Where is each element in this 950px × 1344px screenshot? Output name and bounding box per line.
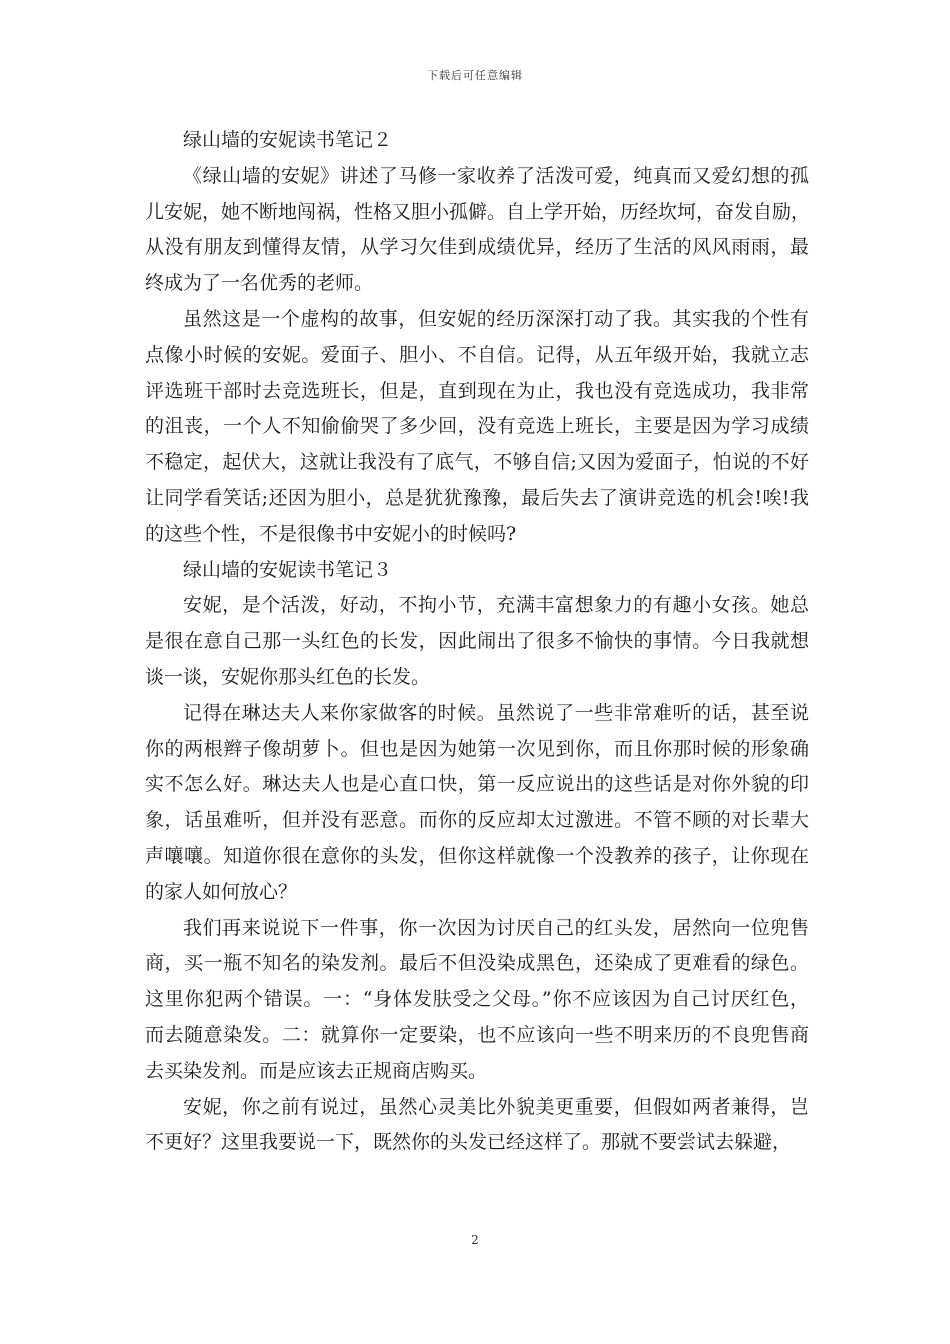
page-number: 2	[471, 1233, 479, 1247]
page-header: 下载后可任意编辑	[427, 69, 523, 82]
paragraph-line: 声嚷嚷。知道你很在意你的头发，但你这样就像一个没教养的孩子，让你现在	[145, 844, 809, 867]
paragraph-line: 的这些个性，不是很像书中安妮小的时候吗?	[145, 522, 517, 545]
paragraph-line: 谈一谈，安妮你那头红色的长发。	[145, 665, 431, 688]
paragraph-line: 儿安妮，她不断地闯祸，性格又胆小孤僻。自上学开始，历经坎坷，奋发自励，	[145, 200, 811, 223]
paragraph-line: 《绿山墙的安妮》讲述了马修一家收养了活泼可爱，纯真而又爱幻想的孤	[183, 164, 809, 187]
section-heading: 绿山墙的安妮读书笔记２	[183, 129, 393, 151]
paragraph-line: 让同学看笑话;还因为胆小，总是犹犹豫豫，最后失去了演讲竞选的机会!唉!我	[145, 486, 809, 509]
paragraph-line: 记得在琳达夫人来你家做客的时候。虽然说了一些非常难听的话，甚至说	[183, 701, 809, 724]
paragraph-line: 终成为了一名优秀的老师。	[145, 272, 374, 295]
paragraph-line: 从没有朋友到懂得友情，从学习欠佳到成绩优异，经历了生活的风风雨雨，最	[145, 236, 809, 259]
paragraph-line: 商，买一瓶不知名的染发剂。最后不但没染成黑色，还染成了更难看的绿色。	[145, 952, 809, 975]
paragraph-line: 安妮，你之前有说过，虽然心灵美比外貌美更重要，但假如两者兼得，岂	[183, 1095, 809, 1118]
paragraph-line: 的家人如何放心？	[145, 880, 298, 903]
paragraph-line: 而去随意染发。二：就算你一定要染，也不应该向一些不明来历的不良兜售商	[145, 1023, 809, 1046]
paragraph-line: 评选班干部时去竞选班长，但是，直到现在为止，我也没有竞选成功，我非常	[145, 379, 809, 402]
paragraph-line: 我们再来说说下一件事，你一次因为讨厌自己的红头发，居然向一位兜售	[183, 916, 809, 939]
paragraph-line: 的沮丧，一个人不知偷偷哭了多少回，没有竞选上班长，主要是因为学习成绩	[145, 415, 809, 438]
paragraph-line: 去买染发剂。而是应该去正规商店购买。	[145, 1059, 488, 1082]
paragraph-line: 你的两根辫子像胡萝卜。但也是因为她第一次见到你，而且你那时候的形象确	[145, 737, 809, 760]
document-body	[145, 123, 809, 1161]
paragraph-line: 不更好？这里我要说一下，既然你的头发已经这样了。那就不要尝试去躲避，	[145, 1131, 792, 1154]
paragraph-line: 这里你犯两个错误。一：“身体发肤受之父母。”你不应该因为自己讨厌红色，	[145, 988, 809, 1011]
paragraph-line: 虽然这是一个虚构的故事，但安妮的经历深深打动了我。其实我的个性有	[183, 307, 809, 330]
paragraph-line: 不稳定，起伏大，这就让我没有了底气，不够自信;又因为爱面子，怕说的不好	[145, 451, 809, 474]
paragraph-line: 实不怎么好。琳达夫人也是心直口快，第一反应说出的这些话是对你外貌的印	[145, 773, 809, 796]
paragraph-line: 象，话虽难听，但并没有恶意。而你的反应却太过激进。不管不顾的对长辈大	[145, 809, 809, 832]
paragraph-line: 安妮，是个活泼，好动，不拘小节，充满丰富想象力的有趣小女孩。她总	[183, 594, 809, 617]
paragraph-line: 是很在意自己那一头红色的长发，因此闹出了很多不愉快的事情。今日我就想	[145, 630, 809, 653]
paragraph-line: 点像小时候的安妮。爱面子、胆小、不自信。记得，从五年级开始，我就立志	[145, 343, 809, 366]
section-heading: 绿山墙的安妮读书笔记３	[183, 558, 393, 581]
